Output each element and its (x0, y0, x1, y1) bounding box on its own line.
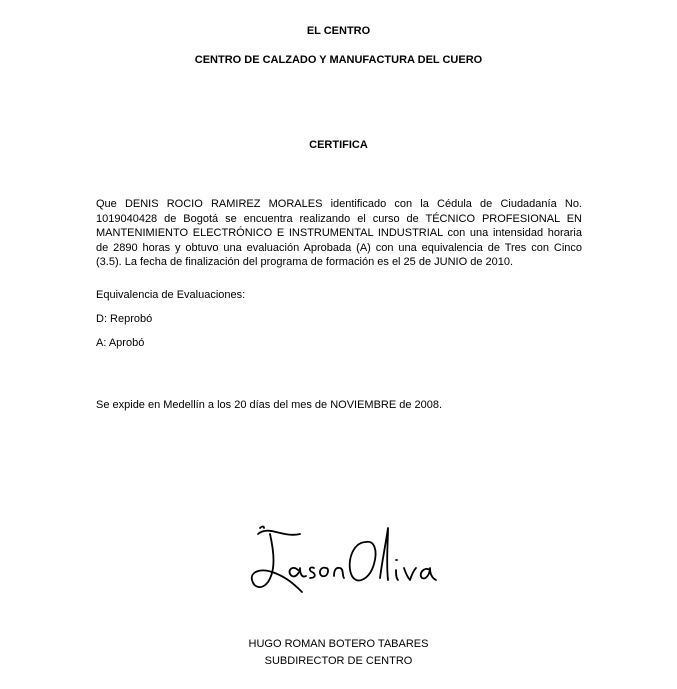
equivalencia-title: Equivalencia de Evaluaciones: (96, 289, 246, 301)
expedicion-line: Se expide en Medellín a los 20 días del mes de NOVIEMBRE de 2008. (96, 399, 443, 411)
grade-d-line: D: Reprobó (96, 313, 153, 325)
header-line-1: EL CENTRO (306, 25, 371, 37)
grade-a-line: A: Aprobó (96, 337, 145, 349)
certifica-title: CERTIFICA (309, 139, 368, 151)
header-line-2: CENTRO DE CALZADO Y MANUFACTURA DEL CUERO (194, 54, 483, 66)
certificate-body-paragraph: Que DENIS ROCIO RAMIREZ MORALES identificado con la Cédula de Ciudadanía No. 1019040428 de Bogotá se encuentra realizando el curso de TÉCNICO PROFESIONAL EN MANTENIMIENTO ELECTRÓNICO E INSTRUMENTAL INDUSTRIAL con una intensidad horaria de 2890 horas y obtuvo una evaluación Aprobada (A) con una equivalencia de Tres con Cinco (3.5). La fecha de finalización del programa de formación es el 25 de JUNIO de 2010. (96, 198, 582, 268)
handwritten-signature (240, 512, 440, 602)
signer-title: SUBDIRECTOR DE CENTRO (264, 655, 413, 667)
signer-name: HUGO ROMAN BOTERO TABARES (248, 638, 429, 650)
